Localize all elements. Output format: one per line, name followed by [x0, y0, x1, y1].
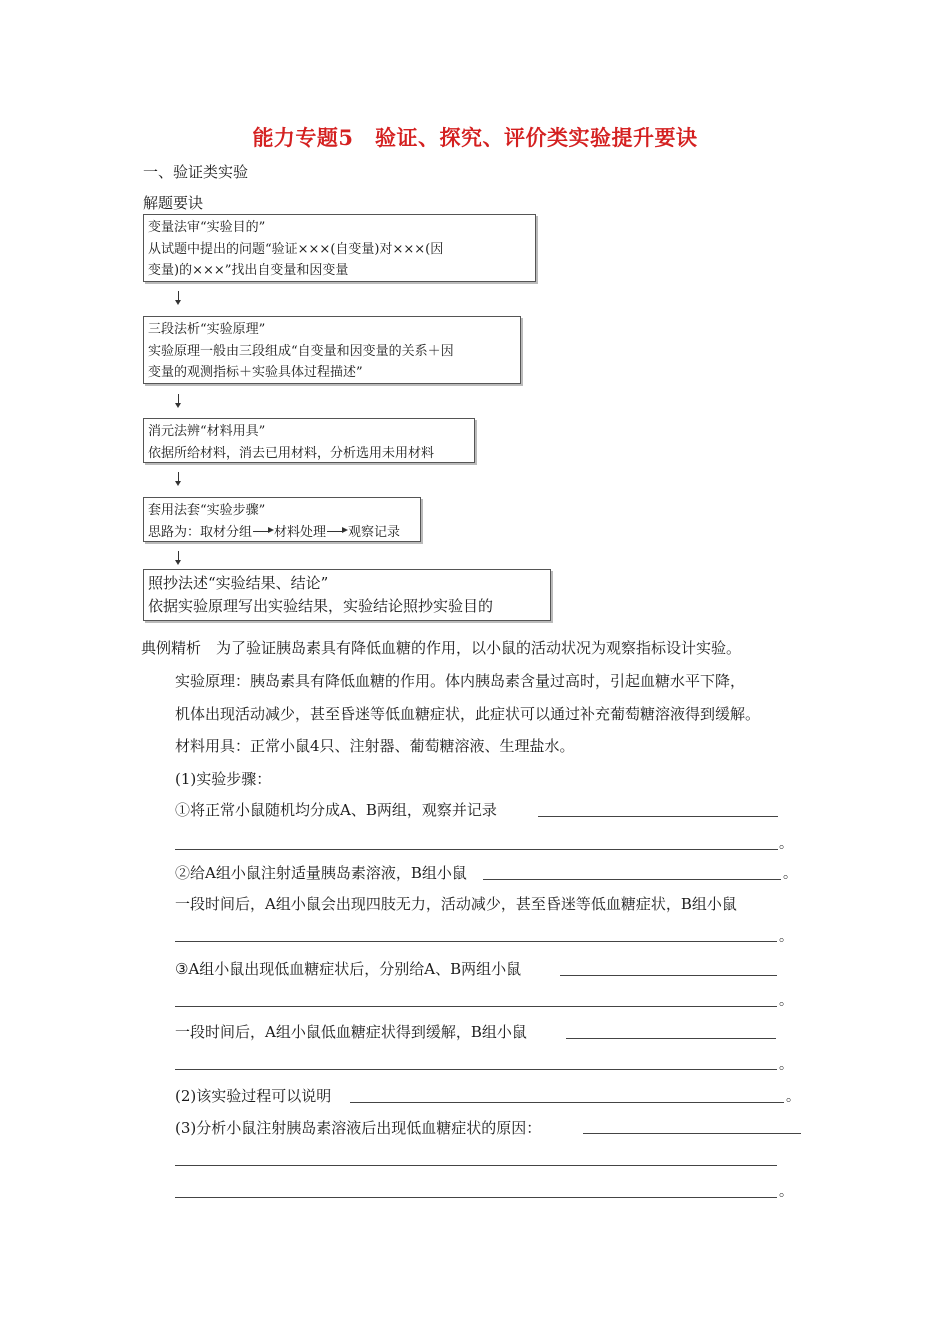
flow-step: 材料处理: [274, 524, 327, 540]
answer-blank[interactable]: [175, 1006, 777, 1007]
step-3: ③A组小鼠出现低血糖症状后，分别给A、B两组小鼠: [175, 960, 522, 978]
answer-blank[interactable]: [483, 879, 781, 880]
flow-box-text: 依据实验原理写出实验结果，实验结论照抄实验目的: [148, 597, 494, 615]
question-2: (2)该实验过程可以说明: [175, 1087, 332, 1105]
answer-blank[interactable]: [350, 1102, 784, 1103]
principle-line: 机体出现活动减少，甚至昏迷等低血糖症状，此症状可以通过补充葡萄糖溶液得到缓解。: [175, 705, 761, 723]
step-1: ①将正常小鼠随机均分成A、B两组，观察并记录: [175, 801, 497, 819]
flow-box-title: 照抄法述“实验结果、结论”: [148, 574, 329, 592]
period-mark: 。: [779, 929, 793, 945]
step-2-result: 一段时间后，A组小鼠会出现四肢无力，活动减少，甚至昏迷等低血糖症状，B组小鼠: [175, 895, 737, 913]
flow-box-principle: [143, 316, 521, 384]
down-arrow-icon: [174, 291, 184, 305]
answer-blank[interactable]: [175, 849, 778, 850]
period-mark: 。: [779, 836, 793, 852]
flow-box-text: 依据所给材料，消去已用材料，分析选用未用材料: [148, 445, 435, 461]
period-mark: 。: [783, 866, 797, 882]
answer-blank[interactable]: [538, 816, 778, 817]
flow-box-title: 三段法析“实验原理”: [148, 322, 266, 337]
period-mark: 。: [786, 1089, 800, 1105]
question-3: (3)分析小鼠注射胰岛素溶液后出现低血糖症状的原因：: [175, 1119, 542, 1137]
period-mark: 。: [779, 993, 793, 1009]
flow-box-title: 变量法审“实验目的”: [148, 220, 266, 235]
answer-blank[interactable]: [560, 975, 777, 976]
flow-box-text: 变量)的×××”找出自变量和因变量: [148, 263, 349, 278]
flow-box-purpose: [143, 214, 536, 282]
answer-blank[interactable]: [566, 1038, 776, 1039]
flow-step: 思路为：取材分组: [148, 524, 253, 540]
flow-box-text: [148, 522, 416, 544]
flow-box-text: 从试题中提出的问题“验证×××(自变量)对×××(因: [148, 241, 444, 257]
answer-blank[interactable]: [175, 941, 777, 942]
flow-box-materials: [143, 418, 475, 463]
down-arrow-icon: [174, 394, 184, 408]
page-title: 能力专题5 验证、探究、评价类实验提升要诀: [252, 125, 698, 150]
answer-blank[interactable]: [175, 1069, 777, 1070]
flow-box-title: 套用法套“实验步骤”: [148, 503, 266, 518]
down-arrow-icon: [174, 551, 184, 565]
question-1: (1)实验步骤：: [175, 770, 272, 788]
flow-box-steps: [143, 497, 421, 542]
principle-line: 实验原理：胰岛素具有降低血糖的作用。体内胰岛素含量过高时，引起血糖水平下降，: [175, 672, 746, 690]
flow-box-results: [143, 569, 551, 621]
right-arrow-icon: [252, 526, 274, 536]
materials-line: 材料用具：正常小鼠4只、注射器、葡萄糖溶液、生理盐水。: [175, 737, 575, 755]
down-arrow-icon: [174, 472, 184, 486]
period-mark: 。: [779, 1184, 793, 1200]
example-lead: 典例精析 为了验证胰岛素具有降低血糖的作用，以小鼠的活动状况为观察指标设计实验。: [141, 639, 742, 657]
answer-blank[interactable]: [175, 1197, 777, 1198]
subheading: 解题要诀: [143, 194, 204, 212]
answer-blank[interactable]: [583, 1133, 801, 1134]
step-2: ②给A组小鼠注射适量胰岛素溶液，B组小鼠: [175, 864, 467, 882]
flow-step: 观察记录: [348, 524, 401, 540]
section-heading: 一、验证类实验: [143, 163, 249, 181]
period-mark: 。: [779, 1057, 793, 1073]
right-arrow-icon: [326, 526, 348, 536]
answer-blank[interactable]: [175, 1165, 777, 1166]
flow-box-text: 实验原理一般由三段组成“自变量和因变量的关系＋因: [148, 343, 454, 359]
flow-box-title: 消元法辨“材料用具”: [148, 424, 266, 439]
step-3-result: 一段时间后，A组小鼠低血糖症状得到缓解，B组小鼠: [175, 1023, 527, 1041]
flow-box-text: 变量的观测指标＋实验具体过程描述”: [148, 365, 363, 380]
